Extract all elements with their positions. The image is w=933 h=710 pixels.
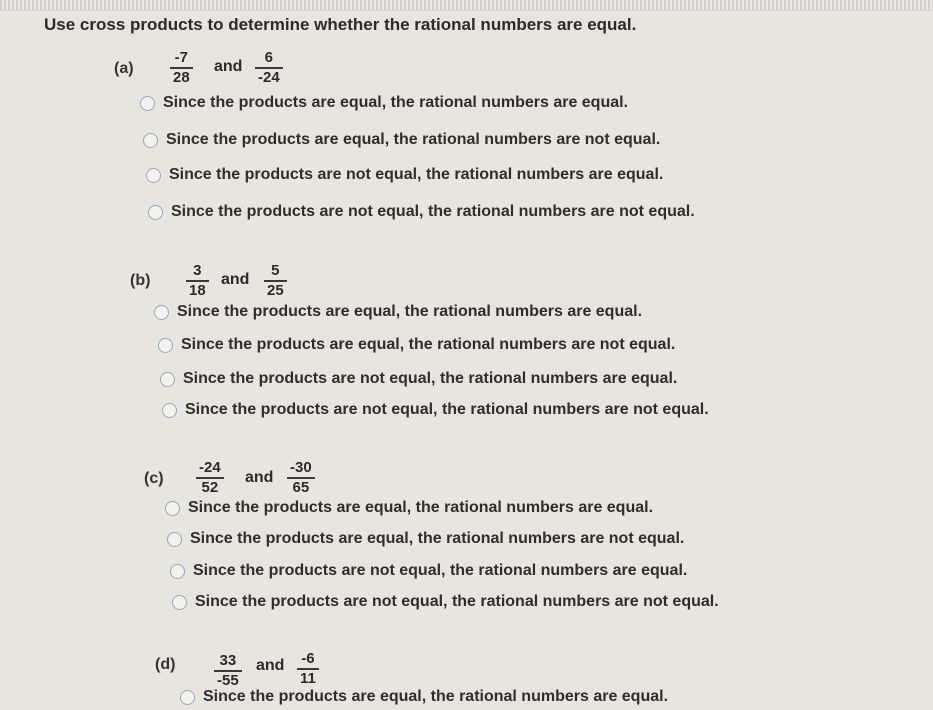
part-label-a: (a) — [114, 60, 134, 77]
radio-button[interactable] — [158, 338, 173, 353]
and-text: and — [214, 58, 243, 75]
fraction-c-2 — [287, 460, 315, 496]
option-a-1[interactable] — [140, 94, 628, 112]
radio-button[interactable] — [140, 96, 155, 111]
option-a-4[interactable] — [148, 203, 695, 221]
radio-button[interactable] — [154, 305, 169, 320]
option-label: Since the products are not equal, the rational numbers are not equal. — [171, 203, 695, 220]
numerator: 3 — [193, 262, 202, 279]
fraction-b-2 — [264, 263, 287, 299]
denominator: 25 — [267, 281, 284, 299]
top-border — [0, 0, 933, 11]
option-b-2[interactable] — [158, 336, 675, 354]
option-label: Since the products are not equal, the rational numbers are not equal. — [185, 401, 709, 418]
option-c-4[interactable] — [172, 593, 719, 611]
numerator: 6 — [264, 49, 274, 66]
option-a-2[interactable] — [143, 131, 660, 149]
denominator: 18 — [189, 281, 206, 299]
radio-button[interactable] — [167, 532, 182, 547]
fraction-a-1 — [170, 50, 193, 86]
option-label: Since the products are not equal, the rational numbers are equal. — [169, 166, 664, 183]
radio-button[interactable] — [172, 595, 187, 610]
radio-button[interactable] — [170, 564, 185, 579]
fraction-a-2 — [255, 50, 283, 86]
option-label: Since the products are equal, the rational numbers are equal. — [203, 688, 669, 705]
and-text: and — [256, 657, 285, 674]
radio-button[interactable] — [165, 501, 180, 516]
option-a-3[interactable] — [146, 166, 663, 184]
fraction-b-1 — [186, 263, 209, 299]
denominator: -24 — [258, 68, 280, 86]
option-label: Since the products are equal, the rational numbers are equal. — [188, 499, 654, 516]
numerator: 33 — [219, 652, 237, 669]
option-c-1[interactable] — [165, 499, 653, 517]
option-label: Since the products are not equal, the rational numbers are not equal. — [195, 593, 719, 610]
radio-button[interactable] — [162, 403, 177, 418]
radio-button[interactable] — [143, 133, 158, 148]
fraction-d-2 — [297, 651, 319, 687]
and-text: and — [245, 469, 274, 486]
option-b-3[interactable] — [160, 370, 677, 388]
option-label: Since the products are not equal, the rational numbers are equal. — [183, 370, 678, 387]
part-label-c: (c) — [144, 470, 164, 487]
option-label: Since the products are equal, the rational numbers are not equal. — [166, 131, 661, 148]
numerator: -24 — [199, 459, 221, 476]
option-label: Since the products are equal, the rational numbers are equal. — [177, 303, 643, 320]
part-label-b: (b) — [130, 272, 151, 289]
option-label: Since the products are equal, the rational numbers are not equal. — [190, 530, 685, 547]
denominator: 28 — [173, 68, 190, 86]
option-c-2[interactable] — [167, 530, 684, 548]
option-label: Since the products are equal, the rational numbers are equal. — [163, 94, 629, 111]
option-label: Since the products are not equal, the rational numbers are equal. — [193, 562, 688, 579]
option-b-1[interactable] — [154, 303, 642, 321]
fraction-d-1 — [214, 653, 242, 689]
option-label: Since the products are equal, the rational numbers are not equal. — [181, 336, 676, 353]
and-text: and — [221, 271, 250, 288]
denominator: 11 — [300, 669, 316, 687]
denominator: 65 — [292, 478, 310, 496]
instruction-text: Use cross products to determine whether the rational numbers are equal. — [44, 15, 637, 34]
radio-button[interactable] — [146, 168, 161, 183]
denominator: -55 — [217, 671, 239, 689]
numerator: -6 — [301, 650, 315, 667]
fraction-c-1 — [196, 460, 224, 496]
radio-button[interactable] — [180, 690, 195, 705]
numerator: -30 — [290, 459, 312, 476]
option-b-4[interactable] — [162, 401, 709, 419]
option-c-3[interactable] — [170, 562, 687, 580]
part-label-d: (d) — [155, 656, 176, 673]
radio-button[interactable] — [160, 372, 175, 387]
radio-button[interactable] — [148, 205, 163, 220]
numerator: -7 — [174, 49, 189, 66]
option-d-1[interactable] — [180, 688, 668, 706]
numerator: 5 — [271, 262, 280, 279]
denominator: 52 — [201, 478, 219, 496]
